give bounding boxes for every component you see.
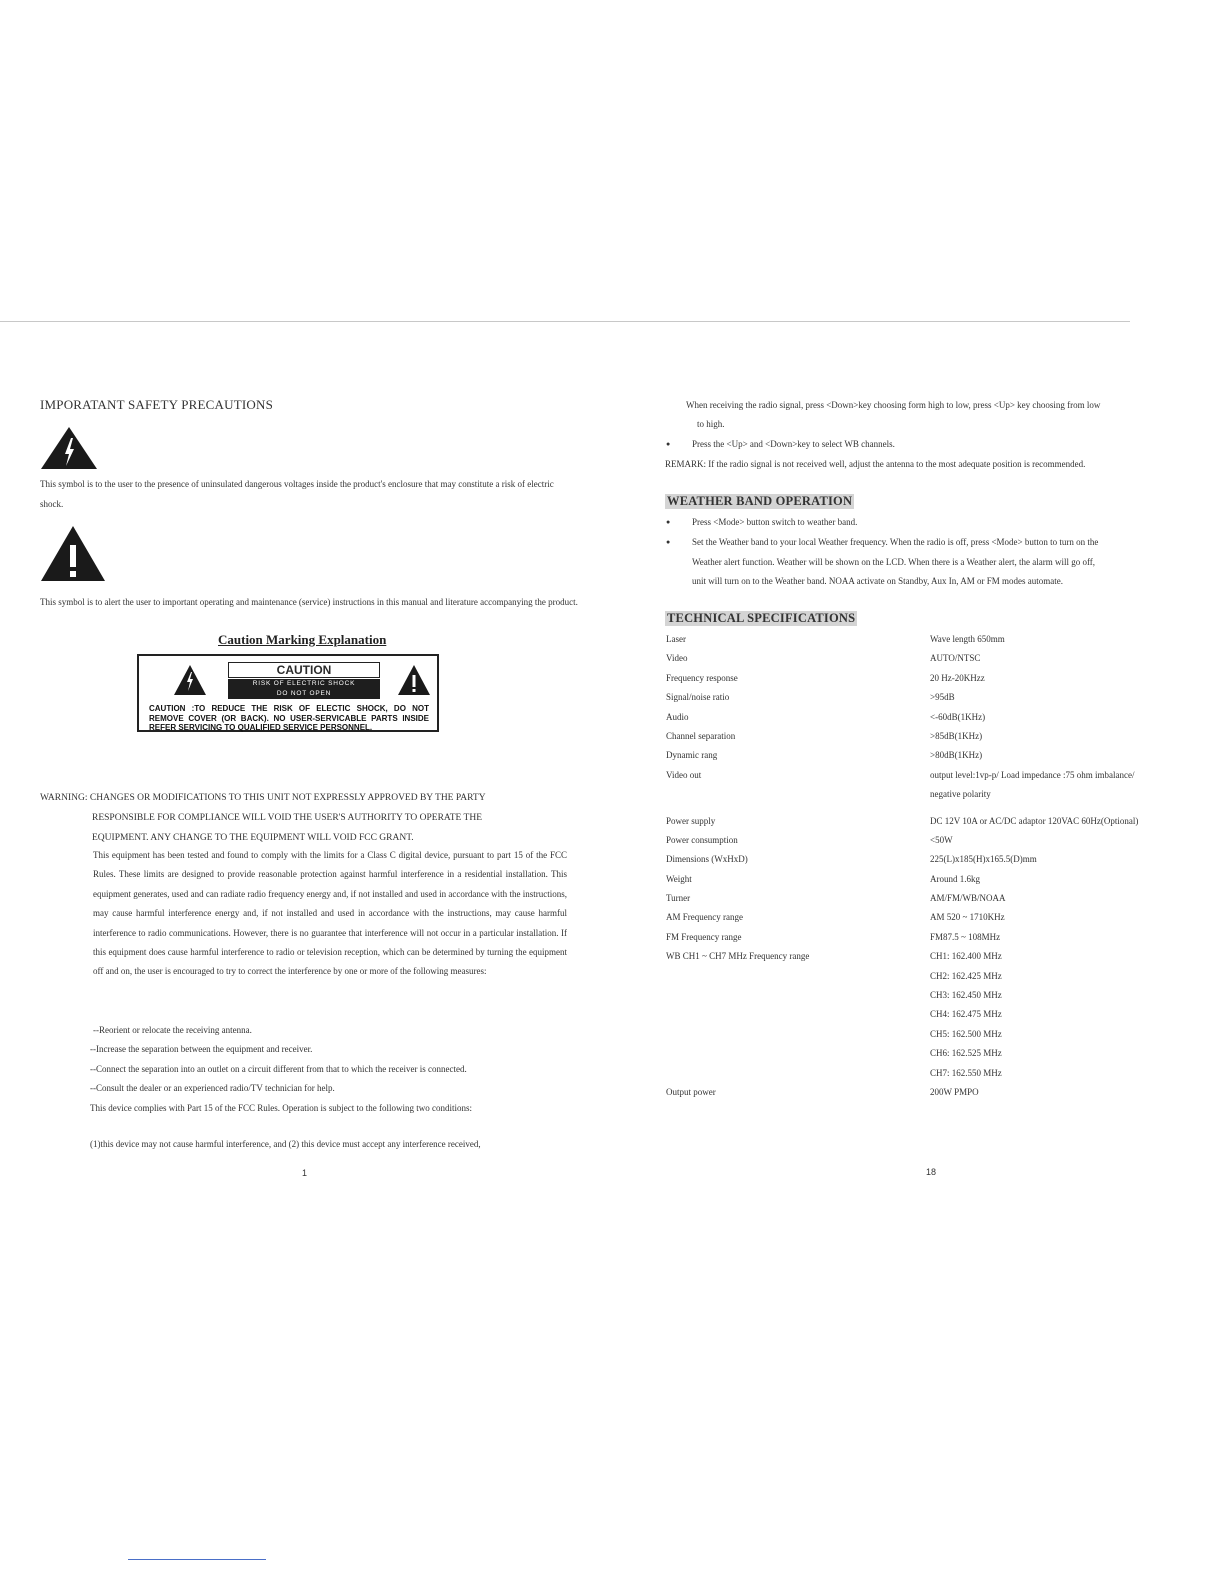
spec-value: AM/FM/WB/NOAA xyxy=(930,893,1006,904)
spec-value: 225(L)x185(H)x165.5(D)mm xyxy=(930,854,1037,865)
caution-strip-line1: RISK OF ELECTRIC SHOCK xyxy=(252,680,356,687)
intro-line: to high. xyxy=(697,419,725,429)
symbol1-description: This symbol is to the user to the presence of uninsulated dangerous voltages inside the product's enclosure that may constitute a risk of electric shock. xyxy=(40,479,554,509)
page-title: IMPORATANT SAFETY PRECAUTIONS xyxy=(40,397,274,412)
spec-label: Laser xyxy=(666,634,686,644)
table-row xyxy=(666,785,1196,804)
caution-label-box xyxy=(137,654,439,732)
table-row xyxy=(666,812,1196,831)
spec-label: Power consumption xyxy=(666,834,738,845)
table-row xyxy=(666,746,1196,765)
table-row xyxy=(666,889,1196,908)
spec-value: CH1: 162.400 MHz xyxy=(930,951,1002,962)
list-item: ● Press <Mode> button switch to weather band. xyxy=(692,513,857,533)
table-row xyxy=(666,947,1196,966)
list-item: ● Set the Weather band to your local Weather frequency. When the radio is off, press <Mode> button to turn on the xyxy=(692,533,1098,553)
measures-list xyxy=(90,1021,570,1118)
spec-value: AUTO/NTSC xyxy=(930,653,981,664)
table-row xyxy=(666,727,1196,746)
page-number-right: 18 xyxy=(926,1167,937,1177)
spec-label: Output power xyxy=(666,1086,716,1097)
spec-label: Audio xyxy=(666,711,689,722)
table-row xyxy=(666,850,1196,869)
spec-label: WB CH1 ~ CH7 MHz Frequency range xyxy=(666,951,810,962)
spec-value: >95dB xyxy=(930,692,955,703)
spec-value: CH2: 162.425 MHz xyxy=(930,970,1002,981)
spec-label: Signal/noise ratio xyxy=(666,692,730,703)
spec-label: Power supply xyxy=(666,815,716,826)
table-row xyxy=(666,870,1196,889)
spec-label: Video out xyxy=(666,769,702,780)
list-item-continued: Weather alert function. Weather will be shown on the LCD. When there is a Weather alert, the alarm will go off, xyxy=(692,557,1096,567)
symbol2-description: This symbol is to alert the user to important operating and maintenance (service) instructions in this manual and literature accompanying the product. xyxy=(40,597,578,607)
spec-value: Around 1.6kg xyxy=(930,873,980,884)
page-number-left: 1 xyxy=(302,1168,308,1178)
list-item: ● Press the <Up> and <Down>key to select WB channels. xyxy=(692,435,895,455)
spec-value: negative polarity xyxy=(930,789,991,800)
caution-text: CAUTION :TO REDUCE THE RISK OF ELECTIC SHOCK, DO NOT REMOVE COVER (OR BACK). NO USER-SERVICABLE PARTS INSIDE REFER SERVICING TO QUALIFIED SERVICE PERSONNEL. xyxy=(149,704,429,732)
table-row xyxy=(666,766,1196,785)
table-row xyxy=(666,1064,1196,1083)
list-item: --Consult the dealer or an experienced radio/TV technician for help. xyxy=(90,1083,335,1094)
spec-label: Video xyxy=(666,653,688,664)
spec-value: AM 520 ~ 1710KHz xyxy=(930,912,1005,923)
spec-value: 200W PMPO xyxy=(930,1086,979,1097)
table-row xyxy=(666,669,1196,688)
spec-label: AM Frequency range xyxy=(666,912,743,923)
table-row xyxy=(666,967,1196,986)
table-row xyxy=(666,688,1196,707)
table-row xyxy=(666,649,1196,668)
spec-label: Frequency response xyxy=(666,672,738,683)
spacer xyxy=(666,805,1196,812)
spec-label: Channel separation xyxy=(666,730,736,741)
list-item: --Connect the separation into an outlet on a circuit different from that to which the receiver is connected. xyxy=(90,1063,467,1074)
technical-specifications-heading: TECHNICAL SPECIFICATIONS xyxy=(667,611,856,625)
spec-value: >85dB(1KHz) xyxy=(930,730,983,741)
table-row xyxy=(666,986,1196,1005)
list-item: --Increase the separation between the equipment and receiver. xyxy=(90,1044,313,1055)
warning-block xyxy=(40,788,570,848)
table-row xyxy=(666,1025,1196,1044)
spec-value: CH3: 162.450 MHz xyxy=(930,990,1002,1001)
spec-value: DC 12V 10A or AC/DC adaptor 120VAC 60Hz(Optional) xyxy=(930,815,1139,826)
list-item-continued: unit will turn on to the Weather band. NOAA activate on Standby, Aux In, AM or FM modes automate. xyxy=(692,576,1063,586)
table-row xyxy=(666,708,1196,727)
list-item: This device complies with Part 15 of the FCC Rules. Operation is subject to the following two conditions: xyxy=(90,1102,472,1113)
spec-value: Wave length 650mm xyxy=(930,634,1005,644)
link-underline xyxy=(128,1559,266,1560)
caution-strip xyxy=(228,679,380,699)
warning-line: RESPONSIBLE FOR COMPLIANCE WILL VOID THE USER'S AUTHORITY TO OPERATE THE xyxy=(92,813,483,823)
electric-shock-warning-icon xyxy=(40,426,98,470)
table-row xyxy=(666,928,1196,947)
spec-value: CH5: 162.500 MHz xyxy=(930,1028,1002,1039)
spec-label: Turner xyxy=(666,893,691,904)
fcc-conditions: (1)this device may not cause harmful interference, and (2) this device must accept any interference received, xyxy=(90,1139,481,1149)
table-row xyxy=(666,1083,1196,1102)
specs-table xyxy=(666,630,1196,1102)
fcc-paragraph: This equipment has been tested and found to comply with the limits for a Class C digital device, pursuant to part 15 of the FCC Rules. These limits are designed to provide reasonable protection against harmful interference in a residential installation. This equipment generates, used and can radiate radio frequency energy and, if not installed and used in accordance with the instructions, may cause harmful interference energy and, if not installed and used in accordance with the instructions, may cause harmful interference to radio communications. However, there is no guarantee that interference will not occur in a particular installation. If this equipment does cause harmful interference to radio or television reception, which can be determined by turning the equipment off and on, the user is encouraged to try to correct the interference by one or more of the following measures: xyxy=(93,850,567,977)
spec-value: <50W xyxy=(930,834,953,845)
table-row xyxy=(666,1005,1196,1024)
exclamation-warning-icon xyxy=(40,525,106,582)
table-row xyxy=(666,1044,1196,1063)
electric-shock-warning-icon xyxy=(173,664,207,701)
spec-value: 20 Hz-20KHzz xyxy=(930,672,985,683)
warning-line: WARNING: CHANGES OR MODIFICATIONS TO THIS UNIT NOT EXPRESSLY APPROVED BY THE PARTY xyxy=(40,793,486,803)
table-row xyxy=(666,630,1196,649)
spec-label: Dimensions (WxHxD) xyxy=(666,854,748,865)
spec-value: FM87.5 ~ 108MHz xyxy=(930,931,1001,942)
spec-value: CH6: 162.525 MHz xyxy=(930,1048,1002,1059)
spec-label: FM Frequency range xyxy=(666,931,742,942)
spec-value: CH4: 162.475 MHz xyxy=(930,1009,1002,1020)
exclamation-warning-icon xyxy=(397,664,431,701)
weather-band-heading: WEATHER BAND OPERATION xyxy=(667,494,853,508)
caution-heading: Caution Marking Explanation xyxy=(218,632,387,647)
spec-value: CH7: 162.550 MHz xyxy=(930,1067,1002,1078)
spec-label: Dynamic rang xyxy=(666,750,718,761)
spec-value: <-60dB(1KHz) xyxy=(930,711,986,722)
caution-strip-line2: DO NOT OPEN xyxy=(276,690,332,697)
list-item: --Reorient or relocate the receiving antenna. xyxy=(93,1025,252,1035)
spec-value: >80dB(1KHz) xyxy=(930,750,983,761)
caution-label: CAUTION xyxy=(228,662,380,678)
left-page xyxy=(0,0,600,1584)
spec-label: Weight xyxy=(666,873,692,884)
intro-line: When receiving the radio signal, press <Down>key choosing form high to low, press <Up> key choosing from low xyxy=(686,400,1101,410)
remark: REMARK: If the radio signal is not received well, adjust the antenna to the most adequate position is recommended. xyxy=(665,459,1086,469)
fcc-statement xyxy=(93,846,567,982)
table-row xyxy=(666,908,1196,927)
warning-line: EQUIPMENT. ANY CHANGE TO THE EQUIPMENT WILL VOID FCC GRANT. xyxy=(92,833,414,843)
table-row xyxy=(666,831,1196,850)
spec-value: output level:1vp-p/ Load impedance :75 ohm imbalance/ xyxy=(930,769,1135,780)
